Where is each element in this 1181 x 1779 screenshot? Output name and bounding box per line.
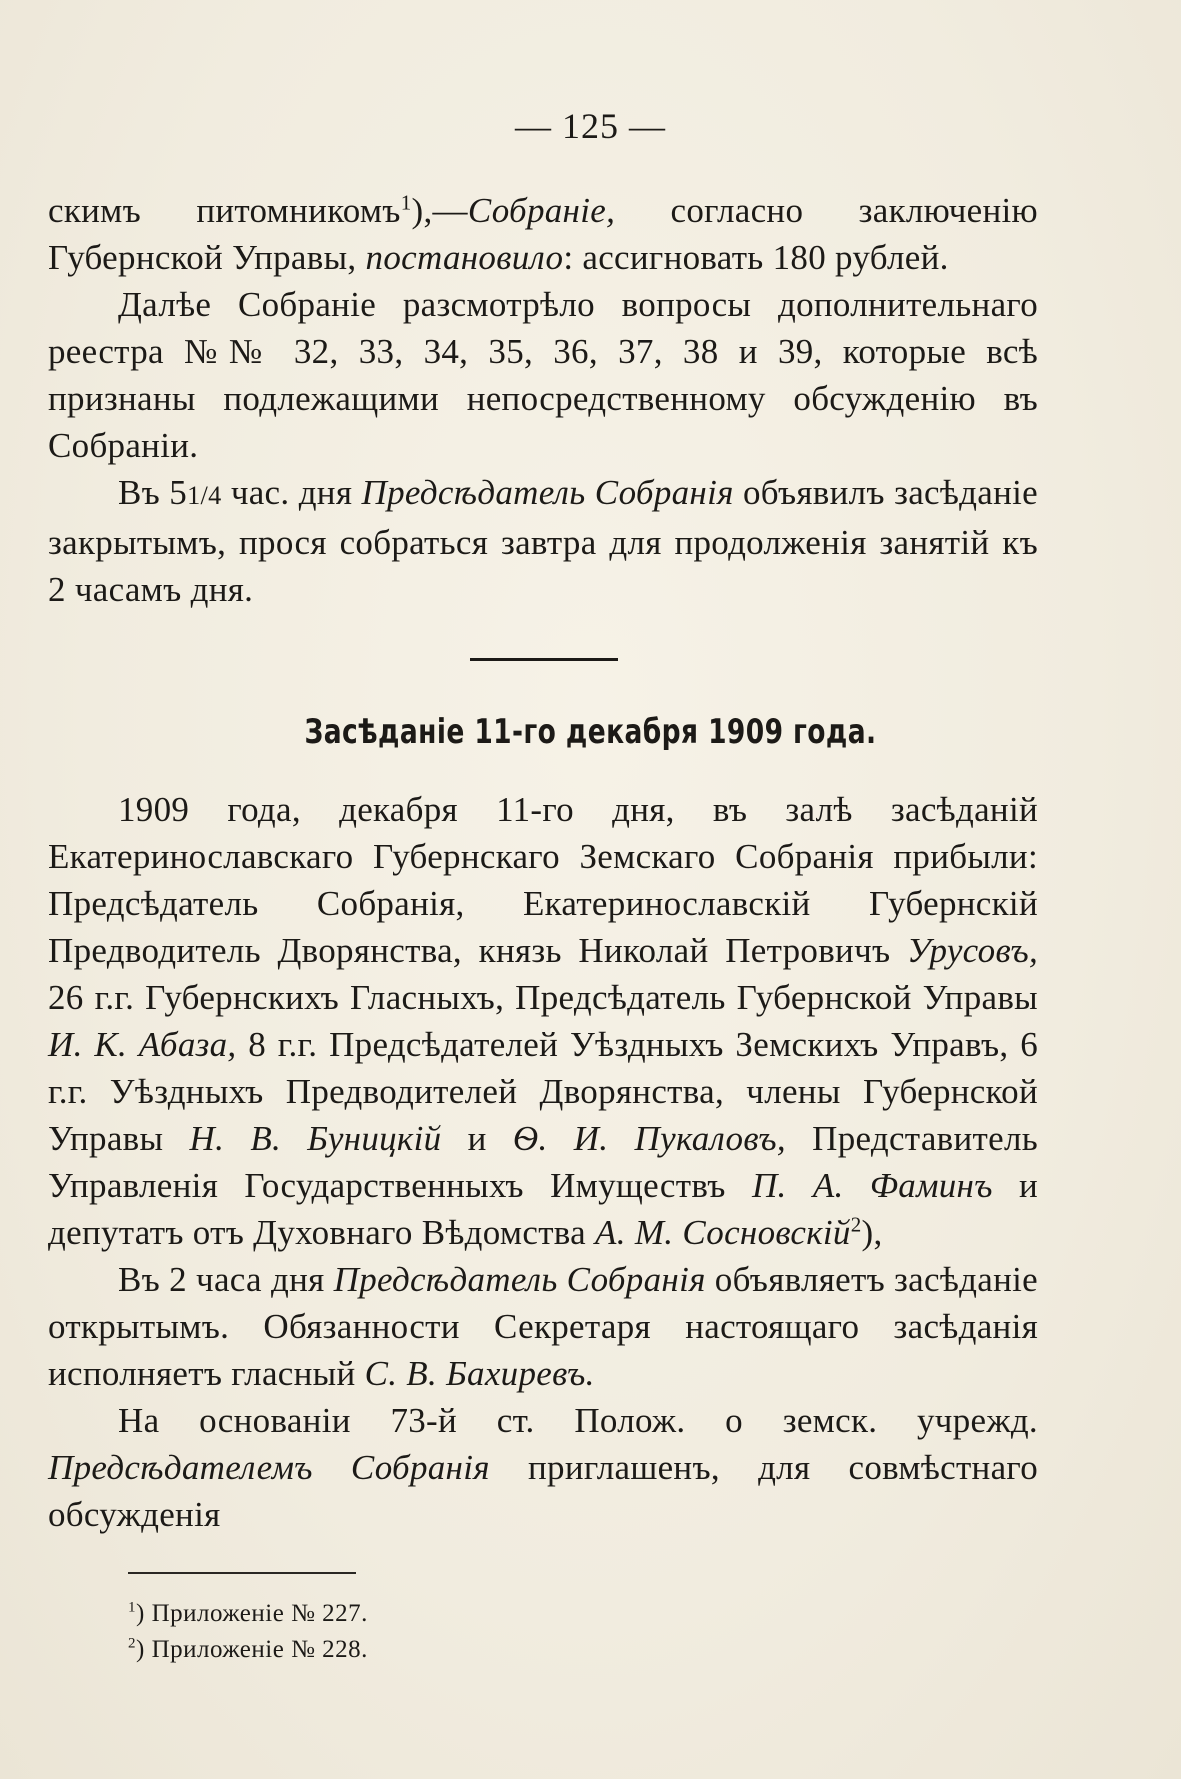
footnotes [128,1596,828,1668]
page-number: — 125 — [515,106,666,146]
footnote-item: $^1$) Приложеніе № 227. [128,1599,368,1627]
top-text [48,187,1038,613]
footnote-ref: 2 [850,1212,862,1237]
section-divider [470,658,618,661]
paragraph-registry: Далѣе Собраніе разсмотрѣло вопросы дополнительнаго реестра №№ 32, 33, 34, 35, 36, 37, 38 и 39, которые всѣ признаны подлежащими непосредственному обсужденію въ Собраніи. [48,285,1038,465]
paragraph-continued: скимъ питомникомъ$^1$),—Собраніе, согласно заключенію Губернской Управы, постановило: ассигновать 180 рублей. [48,190,1038,277]
footnote-ref: 1 [400,190,412,215]
section-heading: Засѣданіе 11-го декабря 1909 года. [304,712,877,752]
paragraph-attendance: 1909 года, декабря 11-го дня, въ залѣ засѣданій Екатеринославскаго Губернскаго Земскаго Собранія прибыли: Предсѣдатель Собранія, Екатеринославскій Губернскій Предводитель Дворянства, князь Николай Петровичъ Урусовъ, 26 г.г. Губернскихъ Гласныхъ, Предсѣдатель Губернской Управы И. К. Абаза, 8 г.г. Предсѣдателей Уѣздныхъ Земскихъ Управъ, 6 г.г. Уѣздныхъ Предводителей Дворянства, члены Губернской Управы Н. В. Буницкій и Ѳ. И. Пукаловъ, Представитель Управленія Государственныхъ Имуществъ П. А. Фаминъ и депутатъ отъ Духовнаго Вѣдомства А. М. Сосновскій$^2$), [48,790,1038,1252]
footnote-divider [128,1572,356,1574]
paragraph-opening: Въ 2 часа дня Предсѣдатель Собранія объявляетъ засѣданіе открытымъ. Обязанности Секретаря настоящаго засѣданія исполняетъ гласный С. В. Бахиревъ. [48,1260,1038,1393]
paragraph-invitation: На основаніи 73-й ст. Полож. о земск. учрежд. Предсѣдателемъ Собранія приглашенъ, для совмѣстнаго обсужденія [48,1401,1038,1534]
paragraph-closing: Въ 51/4 час. дня Предсѣдатель Собранія объявилъ засѣданіе закрытымъ, прося собраться завтра для продолженія занятій къ 2 часамъ дня. [48,473,1038,609]
body-text [48,786,1038,1538]
footnote-item: $^2$) Приложеніе № 228. [128,1635,368,1663]
time-fraction: 1/4 [187,481,222,510]
